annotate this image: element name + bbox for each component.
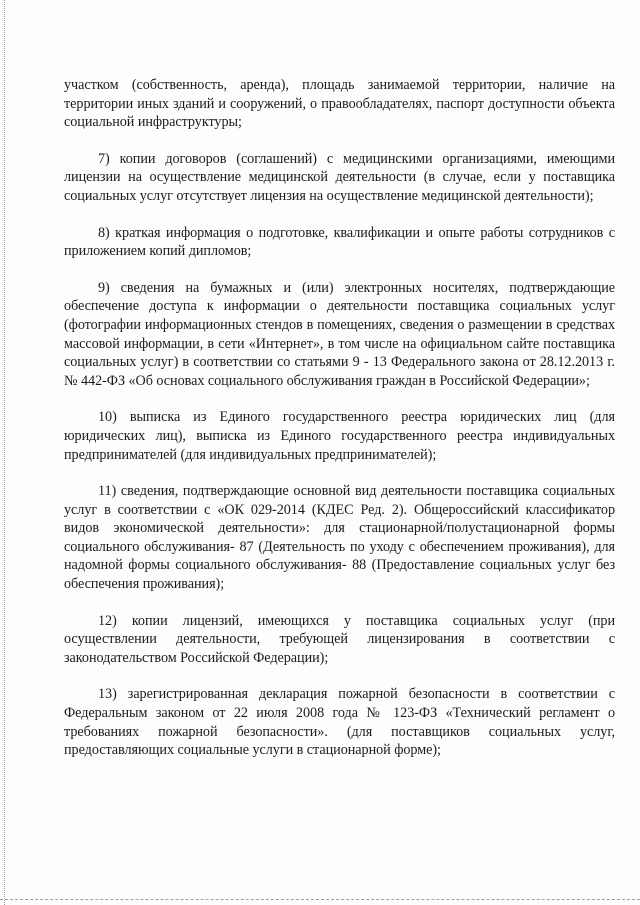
- document-body: [64, 76, 615, 778]
- scan-bottom-edge: [0, 899, 640, 900]
- paragraph-item-12: 12) копии лицензий, имеющихся у поставщика социальных услуг (при осуществлении деятельности, требующей лицензирования в соответствии с законодательством Российской Федерации);: [64, 612, 615, 666]
- paragraph-continuation: участком (собственность, аренда), площадь занимаемой территории, наличие на территории иных зданий и сооружений, о правообладателях, паспорт доступности объекта социальной инфраструктуры;: [64, 77, 615, 131]
- paragraph-item-7: 7) копии договоров (соглашений) с медицинскими организациями, имеющими лицензии на осуществление медицинской деятельности (в случае, если у поставщика социальных услуг отсутствует лицензия на осуществление медицинской деятельности);: [64, 150, 615, 204]
- scan-left-edge: [4, 0, 5, 905]
- paragraph-item-10: 10) выписка из Единого государственного реестра юридических лиц (для юридических лиц), выписка из Единого государственного реестра индивидуальных предпринимателей (для индивидуальных предпринимателей);: [64, 409, 615, 463]
- paragraph-item-13: 13) зарегистрированная декларация пожарной безопасности в соответствии с Федеральным законом от 22 июля 2008 года № 123-ФЗ «Технический регламент о требованиях пожарной безопасности». (для поставщиков социальных услуг, предоставляющих социальные услуги в стационарной форме);: [64, 686, 615, 759]
- paragraph-item-9: 9) сведения на бумажных и (или) электронных носителях, подтверждающие обеспечение доступа к информации о деятельности поставщика социальных услуг (фотографии информационных стендов в помещениях, сведения о размещении в средствах массовой информации, в сети «Интернет», в том числе на официальном сайте поставщика социальных услуг) в соответствии со статьями 9 - 13 Федерального закона от 28.12.2013 г. № 442-ФЗ «Об основах социального обслуживания граждан в Российской Федерации»;: [64, 279, 615, 389]
- paragraph-item-8: 8) краткая информация о подготовке, квалификации и опыте работы сотрудников с приложением копий дипломов;: [64, 224, 615, 260]
- paragraph-item-11: 11) сведения, подтверждающие основной вид деятельности поставщика социальных услуг в соответствии с «ОК 029-2014 (КДЕС Ред. 2). Общероссийский классификатор видов экономической деятельности»: для стационарной/полустационарной формы социального обслуживания- 87 (Деятельность по уходу с обеспечением проживания), для надомной формы социального обслуживания- 88 (Предоставление социальных услуг без обеспечения проживания);: [64, 483, 615, 593]
